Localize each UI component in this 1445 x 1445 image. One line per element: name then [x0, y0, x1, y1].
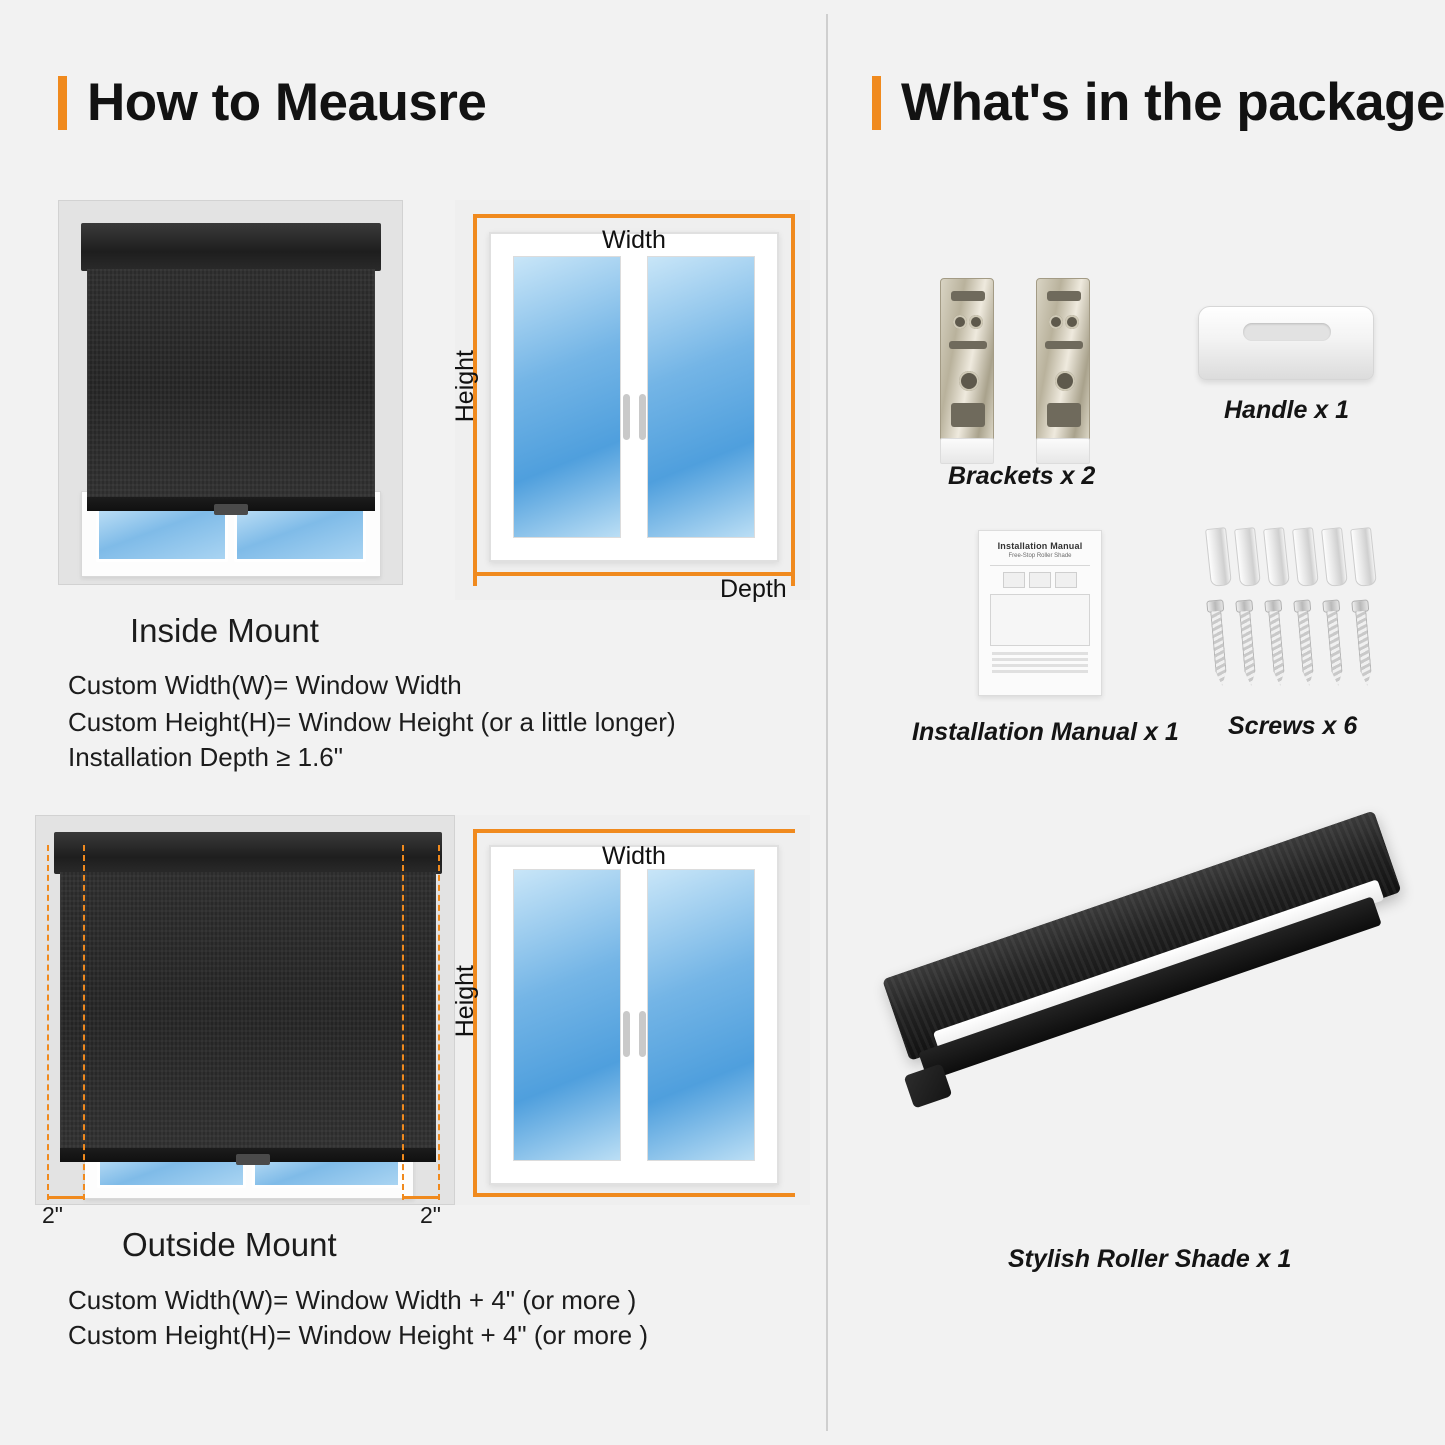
inside-mount-measure-diagram: [451, 200, 810, 603]
outside-margin-bar-right: [402, 1196, 440, 1199]
inside-mount-shade-illustration: [58, 200, 403, 585]
screw-head: [1206, 599, 1224, 612]
glass-pane: [96, 504, 228, 562]
right-margin-label: 2": [420, 1202, 441, 1228]
shade-pull-grip: [236, 1154, 270, 1165]
installation-manual-illustration: [978, 530, 1102, 696]
manual-diagram-box: [990, 594, 1090, 646]
window-sash: [491, 234, 777, 560]
outside-margin-guide-left-inner: [83, 845, 85, 1200]
glass-pane-right: [639, 248, 763, 546]
shade-headrail: [54, 832, 442, 874]
bracket-slot: [949, 341, 987, 349]
window-handle: [623, 394, 630, 440]
window-handle: [623, 1011, 630, 1057]
screw: [1264, 599, 1288, 686]
screw-shaft: [1239, 611, 1256, 687]
bracket-slot: [1047, 403, 1081, 427]
manual-thumbnails: [988, 572, 1092, 588]
outside-margin-bar-left: [47, 1196, 85, 1199]
handle-caption: Handle x 1: [1224, 396, 1350, 424]
handle-grip-cutout: [1243, 323, 1331, 341]
heading-text: What's in the package: [901, 73, 1445, 132]
window-sash: [491, 847, 777, 1183]
depth-label: Depth: [720, 575, 787, 603]
brackets-caption: Brackets x 2: [948, 462, 1096, 490]
bracket-base: [1036, 438, 1090, 464]
bracket-slot: [951, 403, 985, 427]
shade-headrail: [81, 223, 381, 271]
outside-margin-guide-right: [438, 845, 440, 1200]
brackets-illustration: [940, 278, 1120, 458]
screw-head: [1322, 599, 1340, 612]
wall-anchor: [1205, 527, 1232, 587]
measure-guide-right: [791, 214, 795, 586]
manual-thumb: [1003, 572, 1025, 588]
screw-shaft: [1210, 611, 1227, 687]
wall-anchor: [1321, 527, 1348, 587]
heading-accent-bar: [872, 76, 881, 130]
roller-shade-illustration: [900, 855, 1430, 1175]
width-label: Width: [602, 226, 666, 254]
shade-fabric: [87, 269, 375, 501]
screw: [1293, 599, 1317, 686]
screw-head: [1351, 599, 1369, 612]
outside-margin-guide-left: [47, 845, 49, 1200]
width-label: Width: [602, 842, 666, 870]
heading-text: How to Meausre: [87, 73, 487, 132]
manual-text-line: [992, 652, 1088, 655]
screw: [1206, 599, 1230, 686]
bracket-slot: [951, 291, 985, 301]
bracket-hole: [1049, 315, 1063, 329]
measure-guide-bottom: [473, 1193, 795, 1197]
left-margin-label: 2": [42, 1202, 63, 1228]
bracket-hole: [1055, 371, 1075, 391]
outside-mount-shade-illustration: [35, 815, 455, 1205]
inside-mount-title: Inside Mount: [130, 612, 319, 649]
bracket-hole: [1065, 315, 1079, 329]
bracket-right: [1036, 278, 1090, 446]
window-handle: [639, 394, 646, 440]
manual-title: Installation Manual: [997, 541, 1083, 551]
wall-anchor: [1292, 527, 1319, 587]
handle-illustration: [1198, 306, 1374, 380]
screw-head: [1235, 599, 1253, 612]
outside-spec-1: Custom Width(W)= Window Width + 4" (or more ): [68, 1285, 637, 1315]
outside-mount-measure-diagram: [451, 815, 810, 1205]
bracket-base: [940, 438, 994, 464]
manual-caption: Installation Manual x 1: [912, 718, 1179, 746]
shade-pull-grip: [214, 504, 248, 515]
outside-spec-2: Custom Height(H)= Window Height + 4" (or more ): [68, 1320, 648, 1350]
wall-anchor: [1350, 527, 1377, 587]
screws-caption: Screws x 6: [1228, 712, 1358, 740]
inside-spec-3: Installation Depth ≥ 1.6": [68, 742, 343, 772]
manual-thumb: [1055, 572, 1077, 588]
glass-pane-left: [505, 861, 629, 1169]
bracket-hole: [969, 315, 983, 329]
manual-text-line: [992, 658, 1088, 661]
window-outline: [489, 232, 779, 562]
height-label: Height: [451, 965, 479, 1038]
bracket-hole: [953, 315, 967, 329]
screw-head: [1293, 599, 1311, 612]
outside-mount-title: Outside Mount: [122, 1226, 337, 1263]
manual-rule: [990, 565, 1090, 566]
manual-thumb: [1029, 572, 1051, 588]
wall-anchor: [1234, 527, 1261, 587]
screw: [1351, 599, 1375, 686]
bracket-hole: [959, 371, 979, 391]
glass-pane-left: [505, 248, 629, 546]
manual-subtitle: Free-Stop Roller Shade: [1008, 553, 1072, 559]
screw-shaft: [1268, 611, 1285, 687]
height-label: Height: [451, 350, 479, 423]
right-panel-heading: [872, 72, 1445, 133]
panel-divider: [826, 14, 828, 1431]
screw: [1235, 599, 1259, 686]
measure-guide-top: [473, 829, 795, 833]
measure-guide-top: [473, 214, 795, 218]
screw: [1322, 599, 1346, 686]
screws-illustration: [1208, 528, 1378, 693]
manual-text-lines: [988, 652, 1092, 673]
bracket-slot: [1047, 291, 1081, 301]
glass-pane-right: [639, 861, 763, 1169]
outside-margin-guide-right-inner: [402, 845, 404, 1200]
window-outline: [489, 845, 779, 1185]
inside-spec-1: Custom Width(W)= Window Width: [68, 670, 462, 700]
bracket-slot: [1045, 341, 1083, 349]
screw-shaft: [1297, 611, 1314, 687]
inside-spec-2: Custom Height(H)= Window Height (or a little longer): [68, 707, 676, 737]
bracket-left: [940, 278, 994, 446]
manual-text-line: [992, 664, 1088, 667]
screw-head: [1264, 599, 1282, 612]
left-panel-heading: [58, 72, 486, 133]
shade-fabric: [60, 872, 436, 1152]
screw-shaft: [1326, 611, 1343, 687]
roller-shade-caption: Stylish Roller Shade x 1: [1008, 1245, 1292, 1273]
window-handle: [639, 1011, 646, 1057]
screw-shaft: [1355, 611, 1372, 687]
wall-anchor: [1263, 527, 1290, 587]
heading-accent-bar: [58, 76, 67, 130]
manual-text-line: [992, 670, 1088, 673]
glass-pane: [234, 504, 366, 562]
